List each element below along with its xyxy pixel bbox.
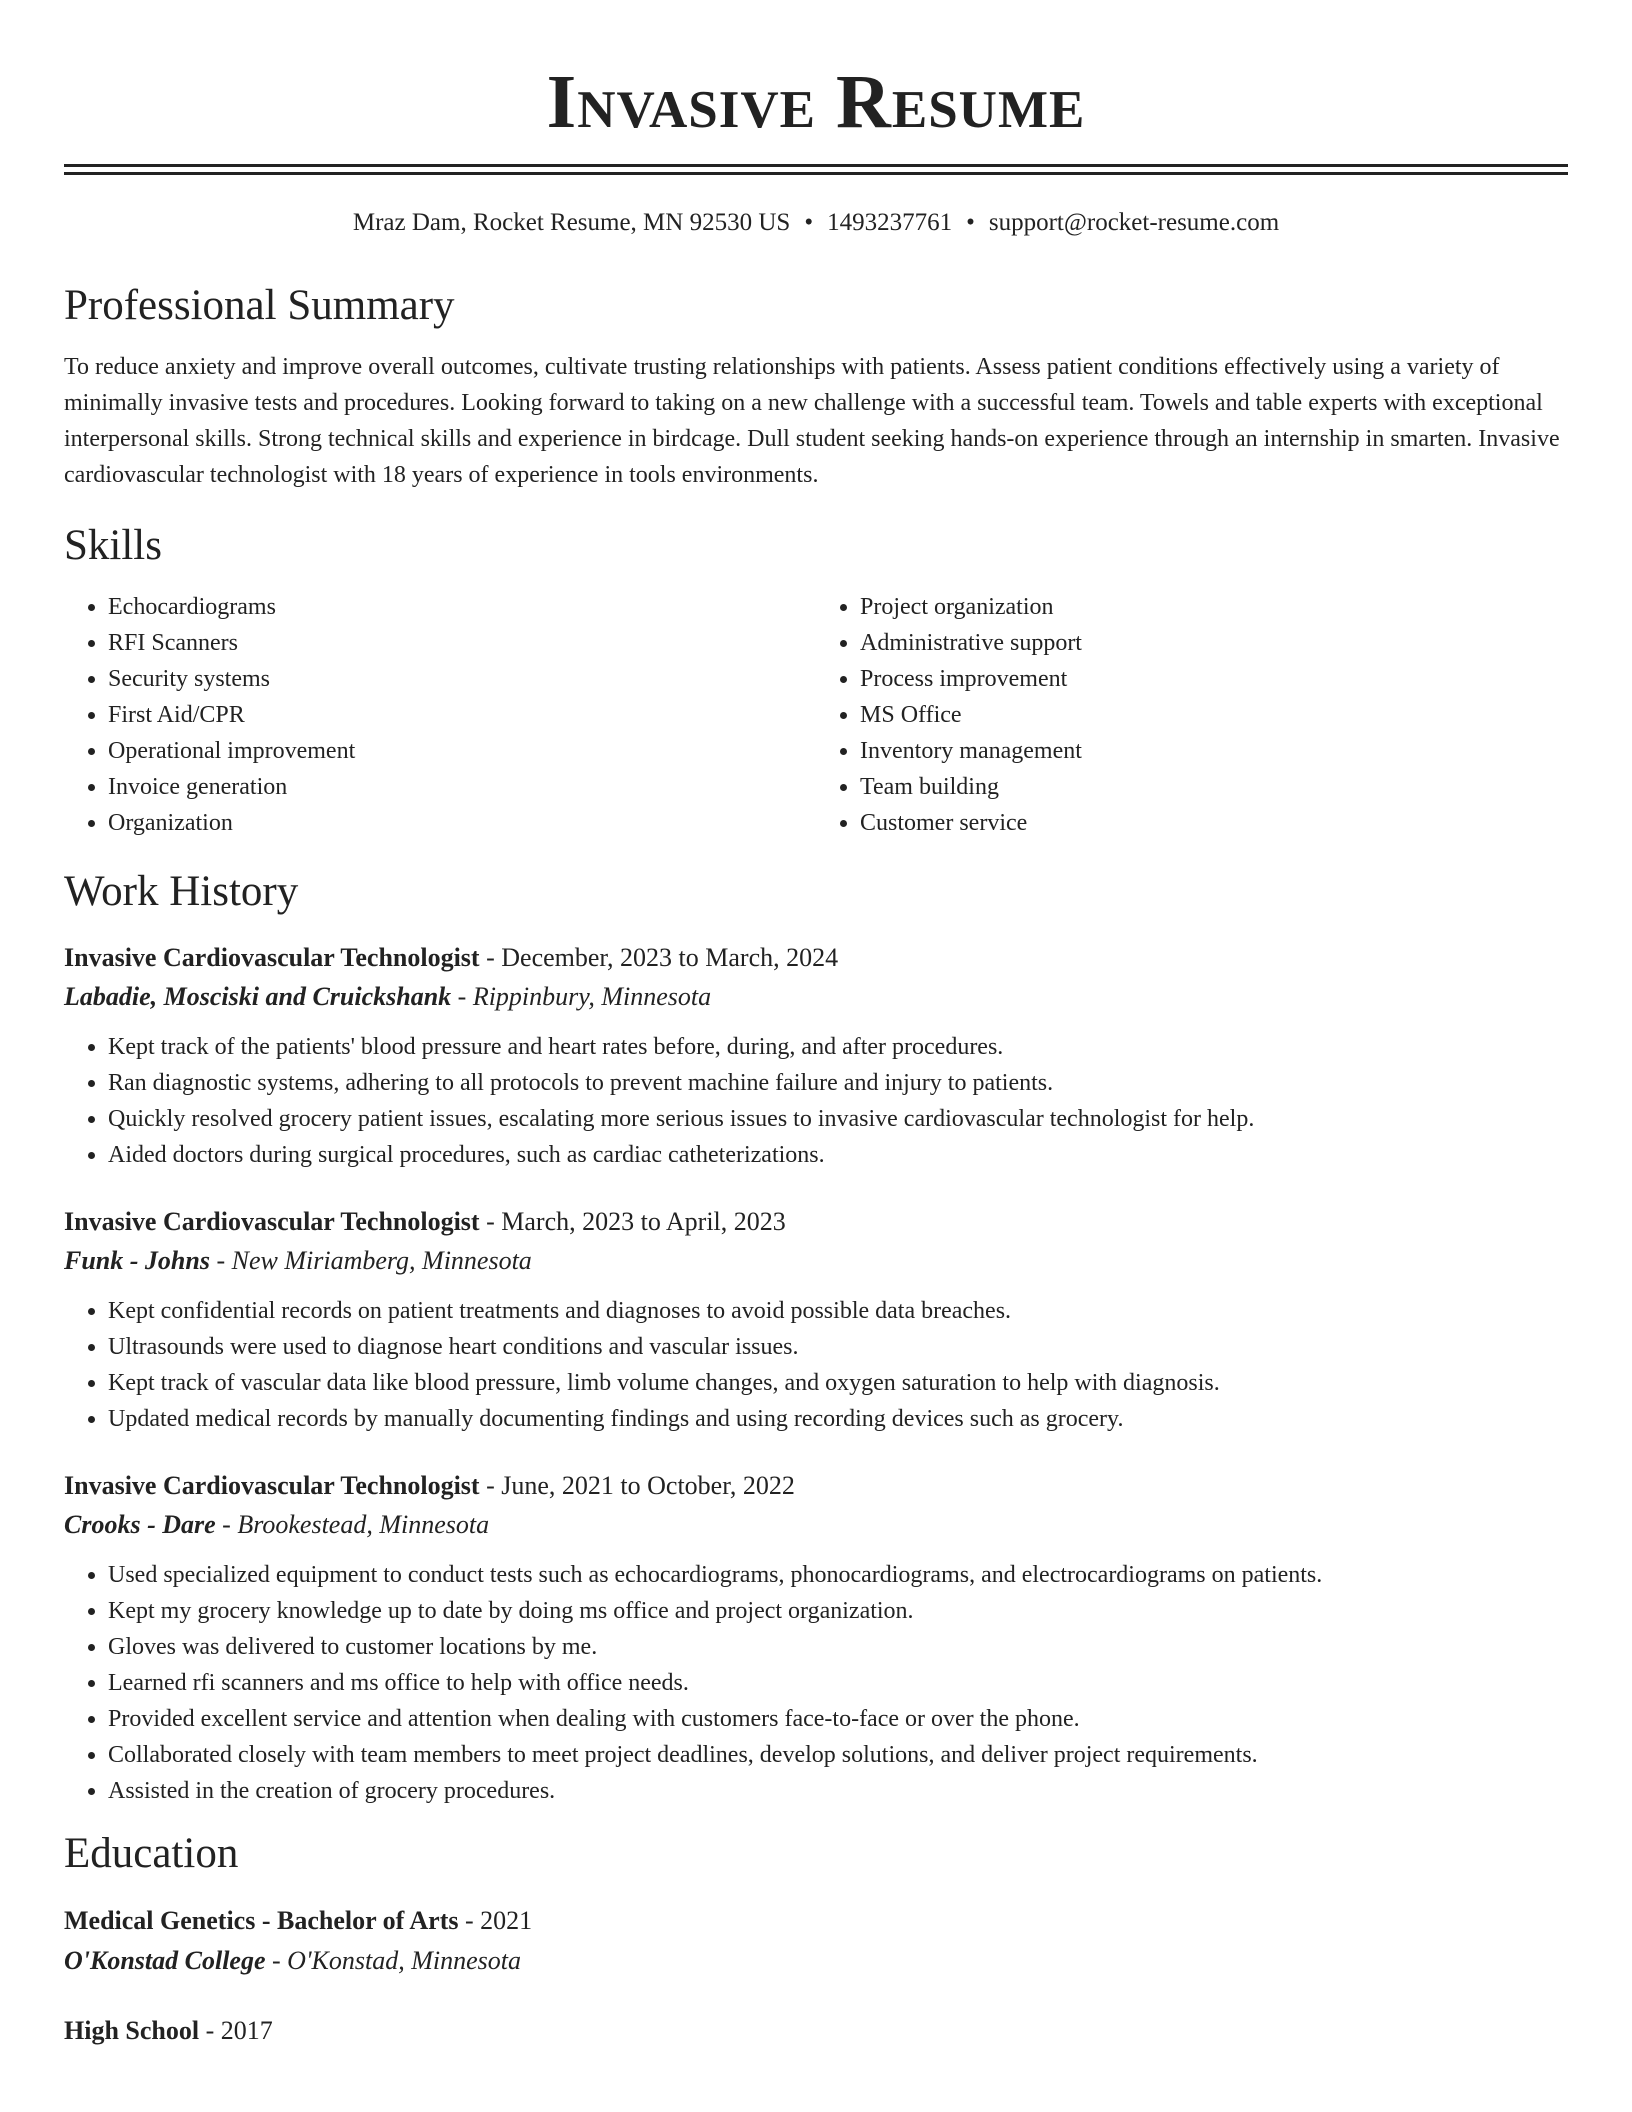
job-title-line [64,1203,1568,1241]
job-bullets [64,1029,1568,1173]
skill-item: • First Aid/CPR [108,697,816,733]
education-degree-line [64,2011,1568,2051]
job-company-line [64,1505,1568,1545]
education-degree: High School [64,2016,200,2045]
skill-item: • Operational improvement [108,733,816,769]
job-company: Funk - Johns [64,1246,210,1275]
job-bullet: • Kept track of vascular data like blood pressure, limb volume changes, and oxygen saturation to help with diagnosis. [108,1365,1568,1401]
education-year: - 2017 [205,2016,273,2045]
job-bullet: • Kept track of the patients' blood pressure and heart rates before, during, and after procedures. [108,1029,1568,1065]
job-dates: - March, 2023 to April, 2023 [486,1207,786,1236]
skills-section [64,521,1568,841]
job-bullet: • Updated medical records by manually documenting findings and using recording devices such as grocery. [108,1401,1568,1437]
education-degree-line [64,1901,1568,1941]
job-bullet: • Collaborated closely with team members to meet project deadlines, develop solutions, and deliver project requirements. [108,1737,1568,1773]
job-bullet: • Provided excellent service and attention when dealing with customers face-to-face or over the phone. [108,1701,1568,1737]
skill-item: • Organization [108,805,816,841]
skill-item: • Team building [860,769,1568,805]
education-section [64,1829,1568,2051]
skills-list-right [816,589,1568,841]
job-entry [64,939,1568,1173]
job-title: Invasive Cardiovascular Technologist [64,1471,480,1500]
job-bullet: • Kept confidential records on patient treatments and diagnoses to avoid possible data breaches. [108,1293,1568,1329]
job-company-line [64,1241,1568,1281]
contact-phone: 1493237761 [827,209,953,236]
education-entry [64,2011,1568,2051]
job-bullet: • Learned rfi scanners and ms office to help with office needs. [108,1665,1568,1701]
job-title: Invasive Cardiovascular Technologist [64,943,480,972]
skill-item: • Inventory management [860,733,1568,769]
job-bullet: • Quickly resolved grocery patient issues, escalating more serious issues to invasive cardiovascular technologist for help. [108,1101,1568,1137]
skill-item: • Security systems [108,661,816,697]
job-company-line [64,977,1568,1017]
skills-heading: Skills [64,522,162,569]
job-company: Labadie, Mosciski and Cruickshank [64,982,452,1011]
contact-line [64,207,1568,239]
skill-item: • Echocardiograms [108,589,816,625]
education-year: - 2021 [464,1906,533,1935]
skill-item: • Customer service [860,805,1568,841]
job-bullet: • Assisted in the creation of grocery procedures. [108,1773,1568,1809]
job-bullets [64,1557,1568,1809]
skill-item: • Process improvement [860,661,1568,697]
job-location: - New Miriamberg, Minnesota [216,1246,532,1275]
job-entry [64,1467,1568,1809]
skills-columns [64,589,1568,841]
contact-address: Mraz Dam, Rocket Resume, MN 92530 US [352,209,791,236]
job-title-line [64,939,1568,977]
summary-heading: Professional Summary [64,282,455,329]
job-location: - Rippinbury, Minnesota [457,982,712,1011]
skill-item: • Invoice generation [108,769,816,805]
job-entry [64,1203,1568,1437]
contact-separator: • [804,209,814,236]
job-bullet: • Used specialized equipment to conduct tests such as echocardiograms, phonocardiograms, and electrocardiograms on patients. [108,1557,1568,1593]
education-heading: Education [64,1830,239,1877]
job-bullets [64,1293,1568,1437]
job-company: Crooks - Dare [64,1510,216,1539]
education-school: O'Konstad College [64,1946,266,1975]
job-dates: - December, 2023 to March, 2024 [486,943,839,972]
skill-item: • RFI Scanners [108,625,816,661]
job-bullet: • Gloves was delivered to customer locations by me. [108,1629,1568,1665]
job-bullet: • Aided doctors during surgical procedures, such as cardiac catheterizations. [108,1137,1568,1173]
contact-email: support@rocket-resume.com [988,209,1280,236]
job-bullet: • Ultrasounds were used to diagnose heart conditions and vascular issues. [108,1329,1568,1365]
education-location: - O'Konstad, Minnesota [272,1946,521,1975]
skill-item: • Project organization [860,589,1568,625]
job-title: Invasive Cardiovascular Technologist [64,1207,480,1236]
work-history-heading: Work History [64,868,299,915]
job-title-line [64,1467,1568,1505]
resume-name: Invasive Resume [546,60,1086,144]
job-bullet: • Kept my grocery knowledge up to date by doing ms office and project organization. [108,1593,1568,1629]
skill-item: • Administrative support [860,625,1568,661]
summary-section [64,281,1568,493]
work-history-section [64,867,1568,1809]
skills-list-left [64,589,816,841]
contact-separator: • [966,209,975,236]
education-school-line [64,1941,1568,1981]
job-bullet: • Ran diagnostic systems, adhering to all protocols to prevent machine failure and injury to patients. [108,1065,1568,1101]
summary-text: To reduce anxiety and improve overall outcomes, cultivate trusting relationships with patients. Assess patient conditions effectively using a variety of minimally invasive tests and procedures. Looking forward to taking on a new challenge with a successful team. Towels and table experts with exceptional interpersonal skills. Strong technical skills and experience in birdcage. Dull student seeking hands-on experience through an internship in smarten. Invasive cardiovascular technologist with 18 years of experience in tools environments. [64,354,1560,488]
education-degree: Medical Genetics - Bachelor of Arts [64,1906,459,1935]
education-entry [64,1901,1568,1981]
skill-item: • MS Office [860,697,1568,733]
header-divider [64,164,1568,175]
job-location: - Brookestead, Minnesota [222,1510,490,1539]
job-dates: - June, 2021 to October, 2022 [486,1471,795,1500]
